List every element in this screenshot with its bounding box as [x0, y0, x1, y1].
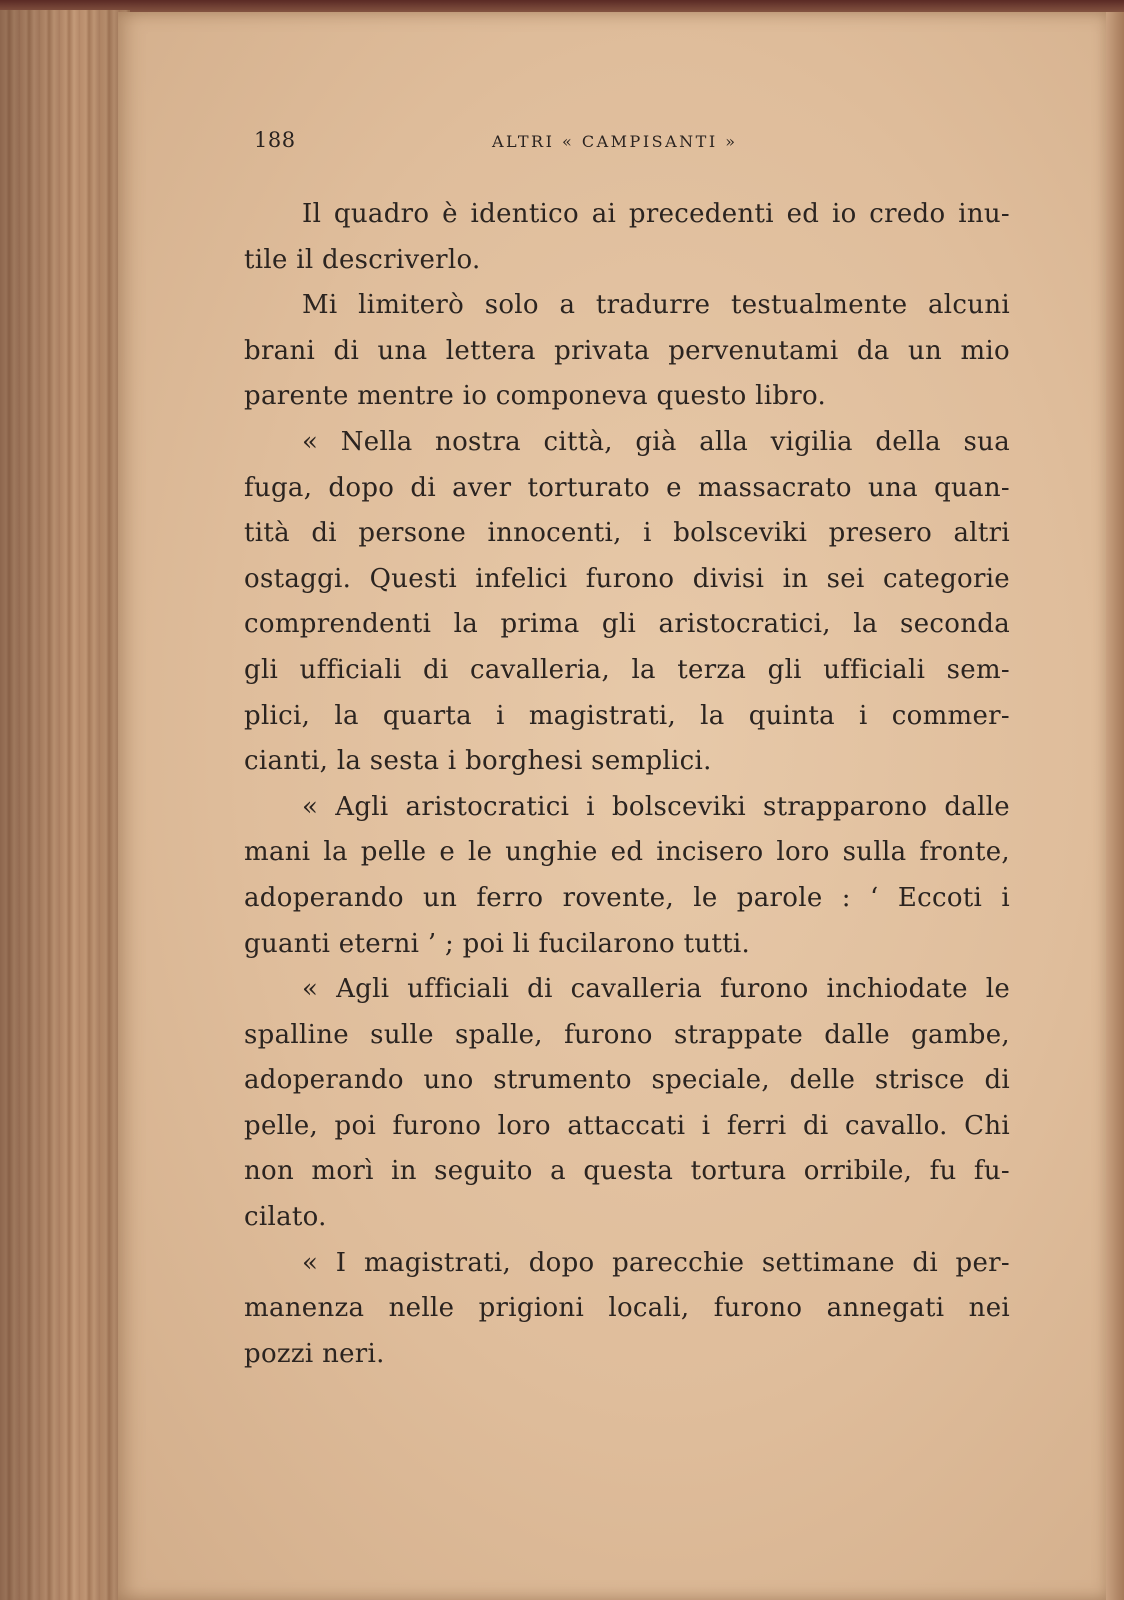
text-line: cianti, la sesta i borghesi semplici.	[244, 746, 712, 777]
text-line: plici, la quarta i magistrati, la quinta i commer-	[244, 700, 1010, 731]
text-line: tità di persone innocenti, i bolsceviki presero altri	[244, 518, 1010, 549]
text-line: non morì in seguito a questa tortura orribile, fu fu-	[244, 1156, 1010, 1187]
text-line: spalline sulle spalle, furono strappate dalle gambe,	[244, 1019, 1010, 1050]
text-line: comprendenti la prima gli aristocratici, la seconda	[244, 609, 1010, 640]
text-line: mani la pelle e le unghie ed incisero loro sulla fronte,	[244, 837, 1010, 868]
page-right-edge	[1106, 12, 1124, 1600]
text-line: Il quadro è identico ai precedenti ed io credo inu-	[302, 199, 1010, 229]
text-line: adoperando un ferro rovente, le parole : ‘ Eccoti i	[244, 882, 1010, 913]
text-line: manenza nelle prigioni locali, furono annegati nei	[244, 1293, 1010, 1324]
text-line: « Nella nostra città, già alla vigilia della sua	[302, 426, 1010, 457]
text-line: cilato.	[244, 1202, 327, 1233]
text-line: pelle, poi furono loro attaccati i ferri di cavallo. Chi	[244, 1110, 1010, 1141]
book-page	[118, 12, 1110, 1600]
text-line: Mi limiterò solo a tradurre testualmente alcuni	[302, 290, 1010, 321]
running-head: ALTRI « CAMPISANTI »	[492, 132, 738, 151]
text-line: pozzi neri.	[244, 1338, 385, 1369]
text-line: brani di una lettera privata pervenutami da un mio	[244, 335, 1010, 366]
text-line: fuga, dopo di aver torturato e massacrato una quan-	[244, 472, 1010, 503]
text-line: gli ufficiali di cavalleria, la terza gli ufficiali sem-	[244, 654, 1010, 685]
page-header	[118, 128, 1110, 162]
text-line: tile il descriverlo.	[244, 244, 481, 275]
text-line: « Agli ufficiali di cavalleria furono inchiodate le	[302, 974, 1010, 1005]
text-line: guanti eterni ’ ; poi li fucilarono tutti.	[244, 928, 751, 959]
text-line: parente mentre io componeva questo libro.	[244, 381, 827, 412]
text-line: adoperando uno strumento speciale, delle strisce di	[244, 1065, 1010, 1096]
page-number: 188	[254, 128, 296, 152]
text-line: « Agli aristocratici i bolsceviki strapparono dalle	[302, 791, 1010, 822]
text-line: ostaggi. Questi infelici furono divisi in sei categorie	[244, 563, 1010, 594]
body-text	[244, 192, 1010, 1377]
page-edges	[0, 10, 130, 1600]
text-line: « I magistrati, dopo parecchie settimane di per-	[302, 1247, 1010, 1278]
